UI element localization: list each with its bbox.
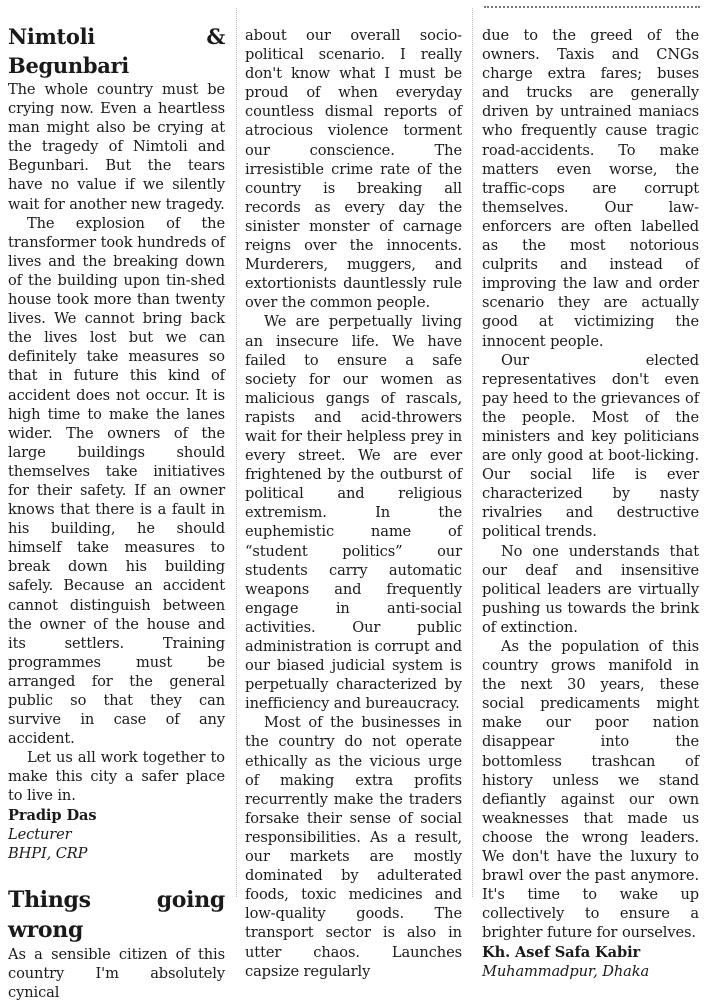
column-divider bbox=[472, 8, 473, 897]
letter1-paragraph: The explosion of the transformer took hundreds of lives and the breaking down of the building upon tin-shed house took more than twenty lives. We cannot bring back the lives lost but we can definitely take measures so that in future this kind of accident does not occur. It is high time to make the lanes wider. The owners of the large buildings should themselves take initiatives for their safety. If an owner knows that there is a fault in his building, he should himself take measures to break down his building safely. Because an accident cannot distinguish between the owner of the house and its settlers. Training programmes must be arranged for the general public so that they can survive in case of any accident. bbox=[8, 214, 225, 748]
column-2 bbox=[245, 26, 462, 981]
letter2-author: Kh. Asef Safa Kabir bbox=[482, 943, 641, 961]
letter2-paragraph: No one understands that our deaf and insensitive political leaders are virtually pushing us towards the brink of extinction. bbox=[482, 542, 699, 636]
letter2-paragraph: As the population of this country grows manifold in the next 30 years, these social predicaments might make our poor nation disappear into the bottomless trashcan of history unless we stand defiantly against our own weaknesses that made us choose the wrong leaders. We don't have the luxury to brawl over the past anymore. It's time to wake up collectively to ensure a brighter future for ourselves. bbox=[482, 638, 699, 942]
letter2-author-place: Muhammadpur, Dhaka bbox=[482, 962, 650, 980]
letter1-paragraph: Let us all work together to make this city a safer place to live in. bbox=[8, 749, 225, 805]
column-3 bbox=[482, 26, 699, 981]
letter1-paragraph: The whole country must be crying now. Even a heartless man might also be crying at the tragedy of Nimtoli and Begunbari. But the tears have no value if we silently wait for another new tragedy. bbox=[8, 81, 225, 213]
letter2-paragraph: about our overall socio-political scenario. I really don't know what I must be proud of when everyday countless dismal reports of atrocious violence torment our conscience. The irresistible crime rate of the country is breaking all records as every day the sinister monster of carnage reigns over the innocents. Murderers, muggers, and extortionists dauntlessly rule over the common people. bbox=[245, 27, 462, 312]
letter1-author-place: BHPI, CRP bbox=[8, 844, 88, 862]
letter2-paragraph: due to the greed of the owners. Taxis and CNGs charge extra fares; buses and trucks are generally driven by untrained maniacs who frequently cause tragic road-accidents. To make matters even worse, the traffic-cops are corrupt themselves. Our law-enforcers are often labelled as the most notorious culprits and instead of improving the law and order scenario they are actually good at victimizing the innocent people. bbox=[482, 27, 699, 350]
letter1-author-title: Lecturer bbox=[8, 825, 72, 843]
column-divider bbox=[236, 8, 237, 897]
letter2-paragraph: As a sensible citizen of this country I'm absolutely cynical bbox=[8, 945, 225, 1002]
letter2-paragraph: Our elected representatives don't even pay heed to the grievances of the people. Most of the ministers and key politicians are only good at boot-licking. Our social life is ever characterized by nasty rivalries and destructive political trends. bbox=[482, 351, 699, 541]
column-1 bbox=[8, 22, 225, 1002]
letter1-author: Pradip Das bbox=[8, 806, 97, 824]
letter2-headline: Things going wrong bbox=[8, 886, 225, 943]
letter2-paragraph: Most of the businesses in the country do not operate ethically as the vicious urge of making extra profits recurrently make the traders forsake their sense of social responsibilities. As a result, our markets are mostly dominated by adulterated foods, toxic medicines and low-quality goods. The transport sector is also in utter chaos. Launches capsize regularly bbox=[245, 714, 462, 980]
letter2-paragraph: We are perpetually living an insecure life. We have failed to ensure a safe society for our women as malicious gangs of rascals, rapists and acid-throwers wait for their helpless prey in every street. We are ever frightened by the outburst of political and religious extremism. In the euphemistic name of “student politics” our students carry automatic weapons and frequently engage in anti-social activities. Our public administration is corrupt and our biased judicial system is perpetually characterized by inefficiency and bureaucracy. bbox=[245, 313, 462, 713]
letter1-headline: Nimtoli & Begunbari bbox=[8, 24, 225, 78]
top-dotted-rule bbox=[484, 6, 700, 8]
